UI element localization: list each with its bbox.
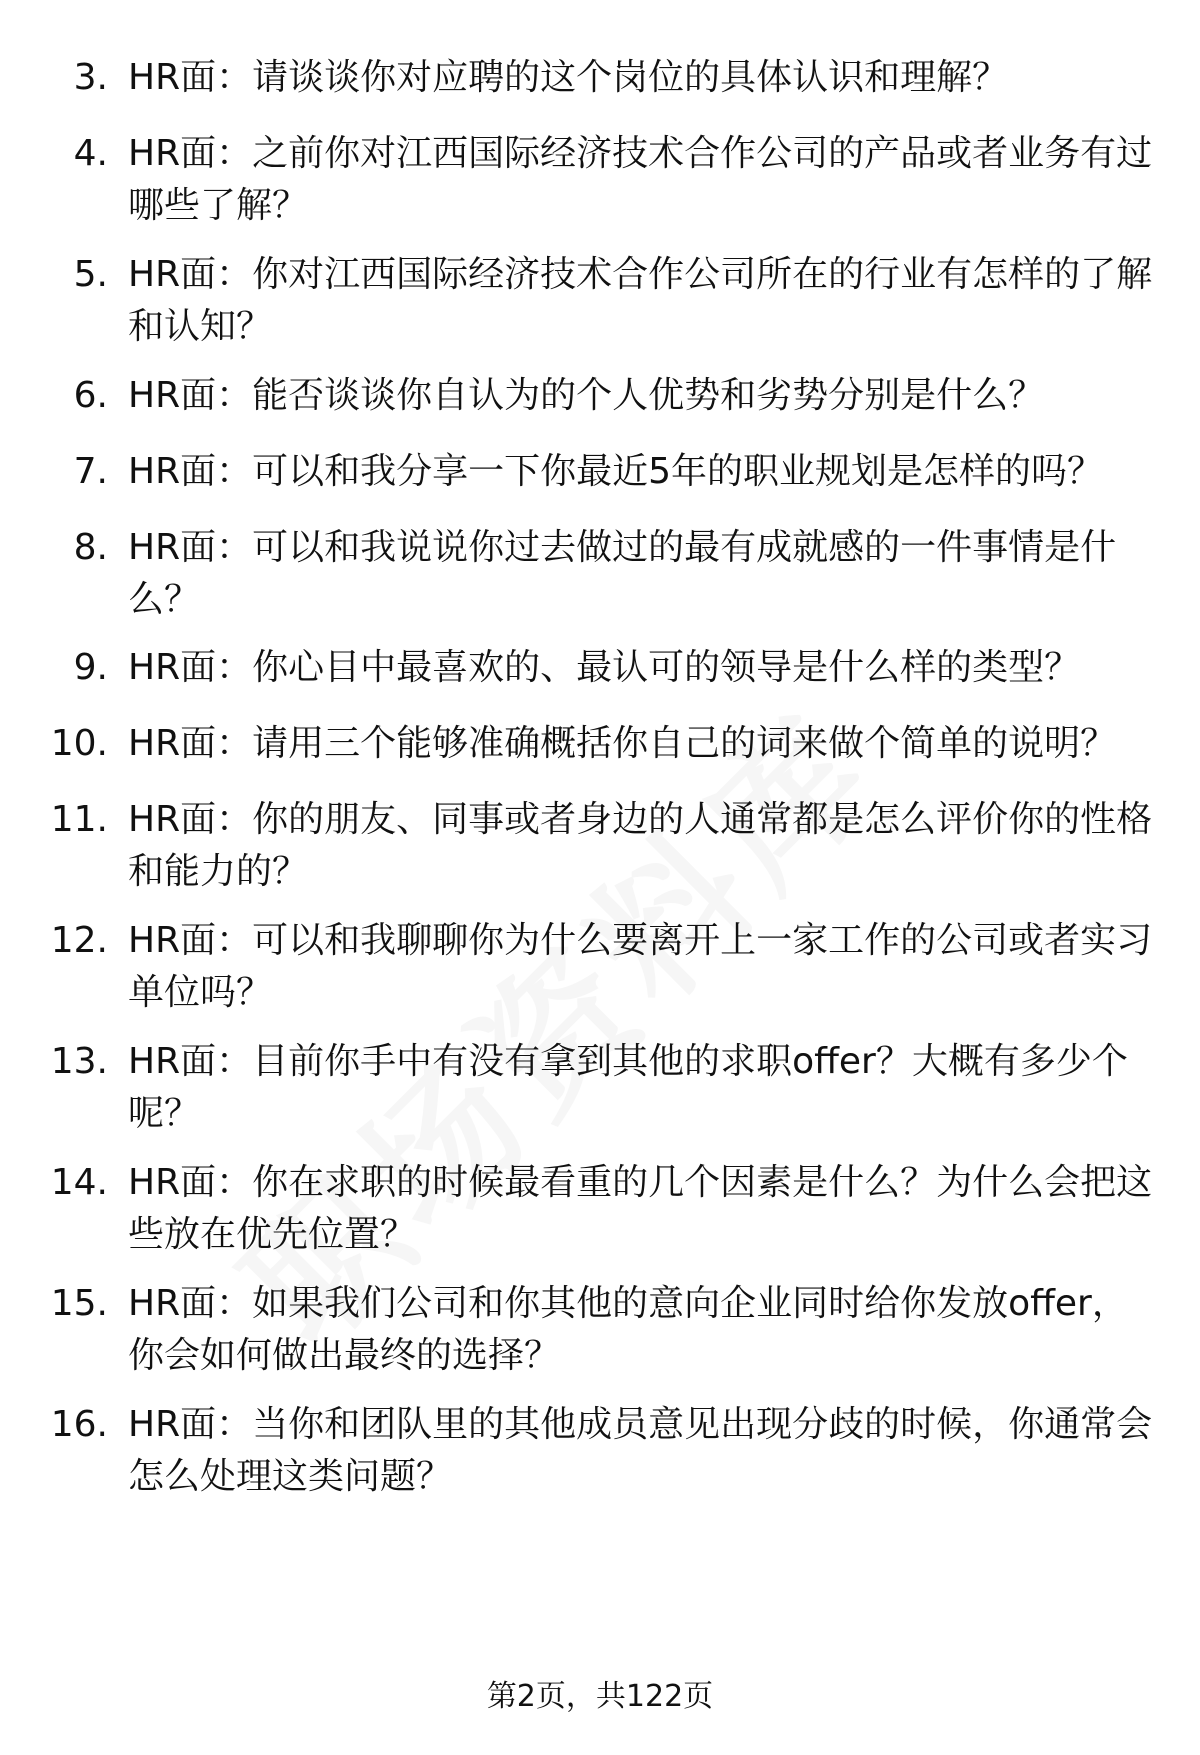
question-text: HR面：你心目中最喜欢的、最认可的领导是什么样的类型？ — [128, 647, 1081, 688]
question-number: 10. — [50, 723, 108, 764]
question-number: 15. — [50, 1283, 108, 1324]
question-number: 12. — [50, 920, 108, 961]
question-text: HR面：目前你手中有没有拿到其他的求职offer？大概有多少个呢？ — [128, 1041, 1128, 1134]
question-text: HR面：请谈谈你对应聘的这个岗位的具体认识和理解？ — [128, 57, 1009, 98]
question-number: 9. — [73, 647, 108, 688]
question-text: HR面：你在求职的时候最看重的几个因素是什么？为什么会把这些放在优先位置？ — [128, 1162, 1153, 1255]
question-number: 11. — [50, 799, 108, 840]
question-text: HR面：可以和我说说你过去做过的最有成就感的一件事情是什么？ — [128, 527, 1117, 620]
question-number: 13. — [50, 1041, 108, 1082]
question-text: HR面：你对江西国际经济技术合作公司所在的行业有怎样的了解和认知？ — [128, 254, 1153, 347]
question-number: 8. — [73, 527, 108, 568]
question-text: HR面：你的朋友、同事或者身边的人通常都是怎么评价你的性格和能力的？ — [128, 799, 1153, 892]
question-text: HR面：当你和团队里的其他成员意见出现分歧的时候，你通常会怎么处理这类问题？ — [128, 1404, 1153, 1497]
page-footer: 第2页，共122页 — [486, 1679, 714, 1714]
question-text: HR面：请用三个能够准确概括你自己的词来做个简单的说明？ — [128, 723, 1117, 764]
question-text: HR面：可以和我聊聊你为什么要离开上一家工作的公司或者实习单位吗？ — [128, 920, 1153, 1013]
question-text: HR面：之前你对江西国际经济技术合作公司的产品或者业务有过哪些了解？ — [128, 133, 1153, 226]
question-number: 14. — [50, 1162, 108, 1203]
question-text: HR面：能否谈谈你自认为的个人优势和劣势分别是什么？ — [128, 375, 1045, 416]
question-number: 16. — [50, 1404, 108, 1445]
question-number: 5. — [73, 254, 108, 295]
question-number: 6. — [73, 375, 108, 416]
question-text: HR面：可以和我分享一下你最近5年的职业规划是怎样的吗？ — [128, 451, 1103, 492]
question-text: HR面：如果我们公司和你其他的意向企业同时给你发放offer，你会如何做出最终的选择？ — [128, 1283, 1128, 1376]
question-number: 3. — [73, 57, 108, 98]
question-number: 7. — [73, 451, 108, 492]
question-number: 4. — [73, 133, 108, 174]
